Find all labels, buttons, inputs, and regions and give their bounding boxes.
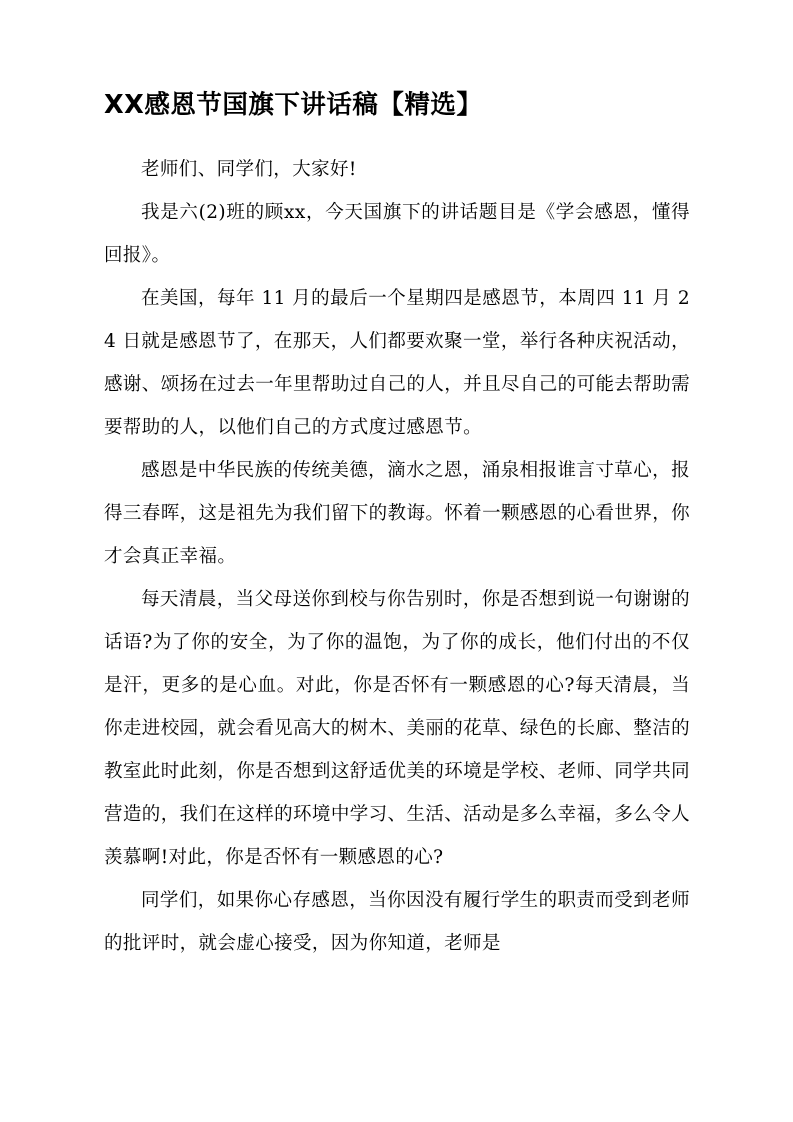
document-body — [104, 88, 690, 965]
paragraph-daily-gratitude: 每天清晨，当父母送你到校与你告别时，你是否想到说一句谢谢的话语?为了你的安全，为了你的温饱，为了你的成长，他们付出的不仅是汗，更多的是心血。对此，你是否怀有一颗感恩的心?每天清晨，当你走进校园，就会看见高大的树木、美丽的花草、绿色的长廊、整洁的教室此时此刻，你是否想到这舒适优美的环境是学校、老师、同学共同营造的，我们在这样的环境中学习、生活、活动是多么幸福，多么令人羡慕啊!对此，你是否怀有一颗感恩的心? — [104, 589, 690, 869]
paragraph-closing: 同学们，如果你心存感恩，当你因没有履行学生的职责而受到老师的批评时，就会虚心接受，因为你知道，老师是 — [104, 890, 690, 955]
paragraph-greeting: 老师们、同学们，大家好! — [141, 159, 357, 181]
paragraph-thanksgiving-origin: 在美国，每年 11 月的最后一个星期四是感恩节，本周四 11 月 24 日就是感恩节了，在那天，人们都要欢聚一堂，举行各种庆祝活动，感谢、颂扬在过去一年里帮助过自己的人，并且尽自己的可能去帮助需要帮助的人，以他们自己的方式度过感恩节。 — [104, 288, 690, 439]
paragraph-introduction: 我是六(2)班的顾xx，今天国旗下的讲话题目是《学会感恩，懂得回报》。 — [104, 202, 690, 267]
page-title: XX感恩节国旗下讲话稿【精选】 — [104, 90, 483, 120]
paragraph-gratitude-tradition: 感恩是中华民族的传统美德，滴水之恩，涌泉相报谁言寸草心，报得三春晖，这是祖先为我们留下的教诲。怀着一颗感恩的心看世界，你才会真正幸福。 — [104, 460, 690, 568]
